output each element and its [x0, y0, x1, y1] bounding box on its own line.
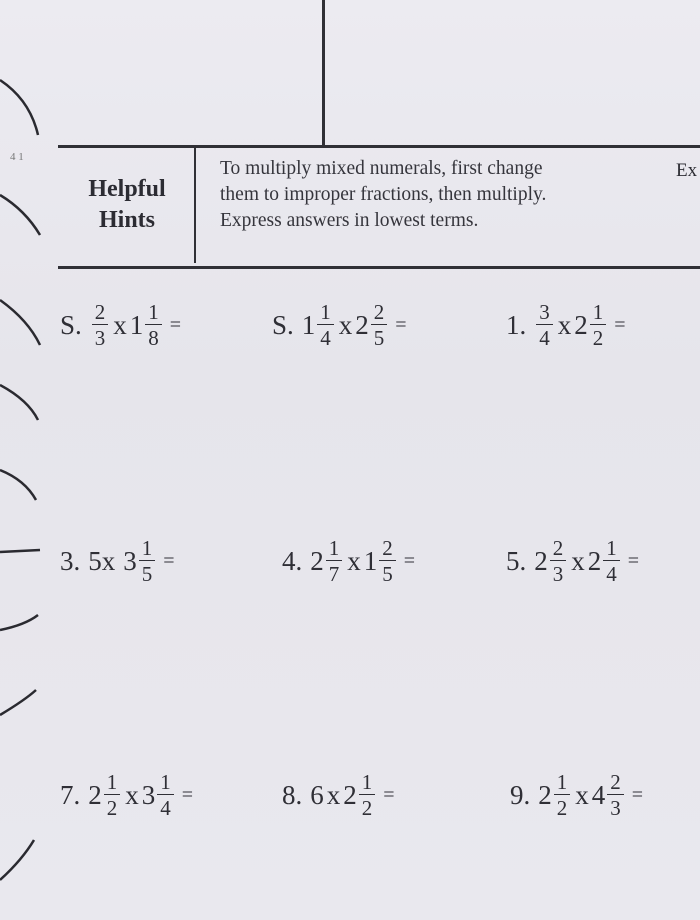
top-divider-line: [322, 0, 325, 146]
fraction: $\frac{1}{2}$: [554, 772, 571, 818]
problem-label: 1.: [506, 309, 527, 340]
whole-number: 4: [591, 779, 606, 810]
whole-number: 2: [534, 545, 548, 576]
problem-label: 8.: [282, 779, 303, 810]
whole-number: 3: [123, 545, 137, 576]
binding-curve: [0, 195, 40, 235]
multiply-sign: x: [575, 779, 589, 810]
problem-label: 4.: [282, 545, 303, 576]
hints-title-line2: Hints: [98, 207, 155, 233]
problem-8: [282, 772, 395, 818]
problem-3: [60, 538, 175, 584]
problem-s1: [60, 302, 181, 348]
example-label-cut: Ex: [676, 160, 698, 181]
problem-4: [282, 538, 415, 584]
binding-curve: [0, 300, 40, 345]
fraction: $\frac{1}{4}$: [317, 302, 334, 348]
problem-5: [506, 538, 639, 584]
problem-label: 5.: [506, 545, 527, 576]
multiply-sign: x: [347, 545, 361, 576]
fraction: $\frac{2}{3}$: [550, 538, 567, 584]
equals-sign: =: [163, 549, 175, 572]
fraction: $\frac{1}{2}$: [104, 772, 121, 818]
whole-number: 1: [363, 545, 378, 576]
fraction: $\frac{1}{8}$: [145, 302, 162, 348]
whole-number: 2: [587, 545, 602, 576]
fraction: $\frac{1}{2}$: [359, 772, 376, 818]
whole-number: 6: [310, 779, 324, 810]
hint-line: them to improper fractions, then multiply.: [220, 184, 547, 205]
multiply-sign: x: [326, 779, 341, 810]
equals-sign: =: [395, 313, 407, 336]
whole-number: 2: [538, 779, 552, 810]
equals-sign: =: [169, 313, 182, 336]
whole-number: 1: [301, 309, 316, 340]
fraction: $\frac{1}{4}$: [603, 538, 620, 584]
problem-9: [510, 772, 643, 818]
equals-sign: =: [614, 313, 626, 336]
hints-title-line1: Helpful: [88, 176, 166, 202]
multiply-sign: x: [125, 779, 139, 810]
binding-curve: [0, 385, 38, 420]
binding-curve: [0, 80, 38, 135]
multiply-sign: x: [571, 545, 585, 576]
multiply-sign: x: [338, 309, 353, 340]
problem-label: 9.: [510, 779, 531, 810]
whole-number: 2: [355, 309, 369, 340]
whole-number: 1: [129, 309, 144, 340]
hint-line: Express answers in lowest terms.: [220, 210, 479, 231]
whole-number: 5x: [88, 545, 116, 576]
problem-label: S.: [60, 309, 82, 340]
binding-curve: [0, 550, 40, 552]
hint-line: To multiply mixed numerals, first change: [220, 158, 543, 179]
binding-curve: [0, 690, 36, 715]
equals-sign: =: [383, 783, 395, 806]
fraction: $\frac{2}{5}$: [371, 302, 388, 348]
fraction: $\frac{1}{5}$: [139, 538, 156, 584]
helpful-hints-title: [70, 174, 184, 236]
whole-number: 2: [310, 545, 324, 576]
hint-box-divider: [194, 148, 196, 263]
hint-instructions: [220, 156, 650, 234]
equals-sign: =: [631, 783, 644, 806]
equals-sign: =: [627, 549, 640, 572]
binding-curve: [0, 615, 38, 630]
spiral-binding: [0, 0, 60, 920]
whole-number: 2: [343, 779, 357, 810]
fraction: $\frac{2}{5}$: [379, 538, 396, 584]
whole-number: 3: [141, 779, 156, 810]
problem-s2: [272, 302, 407, 348]
binding-curve: [0, 470, 36, 500]
binding-curve: [0, 840, 34, 880]
fraction: $\frac{3}{4}$: [536, 302, 553, 348]
equals-sign: =: [181, 783, 194, 806]
problem-1: [506, 302, 626, 348]
fraction: $\frac{2}{3}$: [607, 772, 624, 818]
problem-label: S.: [272, 309, 294, 340]
problem-label: 7.: [60, 779, 81, 810]
fraction: $\frac{1}{4}$: [157, 772, 174, 818]
equals-sign: =: [403, 549, 416, 572]
fraction: $\frac{1}{2}$: [590, 302, 607, 348]
margin-mark: 4 1: [10, 151, 24, 163]
multiply-sign: x: [113, 309, 127, 340]
problem-label: 3.: [60, 545, 81, 576]
whole-number: 2: [88, 779, 102, 810]
problem-7: [60, 772, 193, 818]
whole-number: 2: [574, 309, 588, 340]
fraction: $\frac{2}{3}$: [92, 302, 109, 348]
fraction: $\frac{1}{7}$: [326, 538, 343, 584]
multiply-sign: x: [557, 309, 572, 340]
